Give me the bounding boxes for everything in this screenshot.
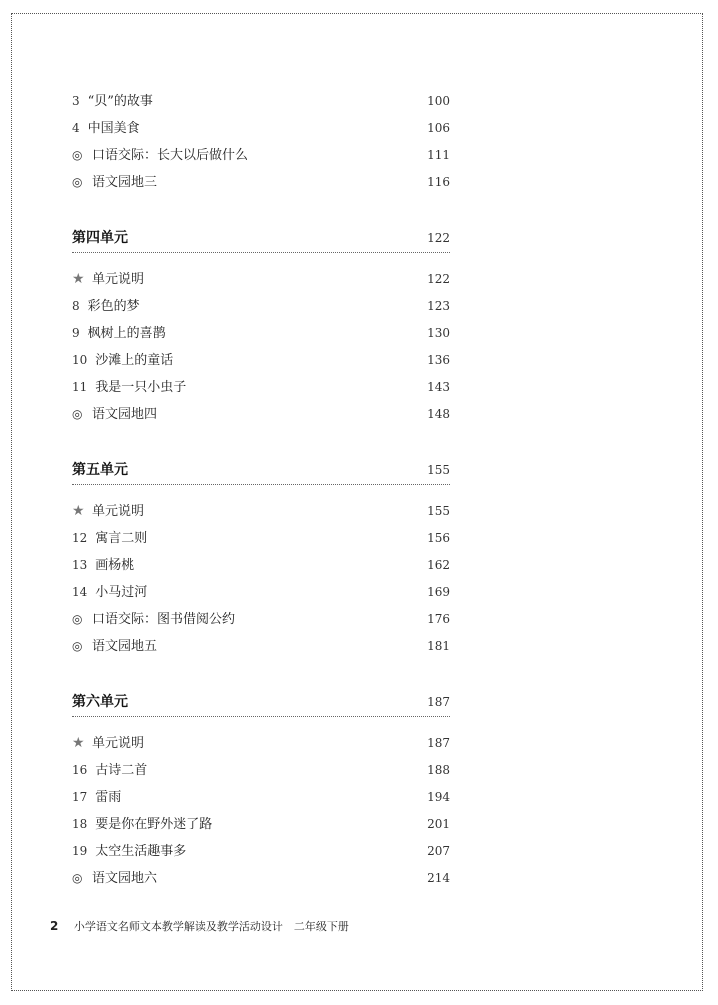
toc-entry-page-number: 143 [427,380,450,394]
toc-entry-label [72,838,186,865]
toc-entry-page-number: 122 [427,272,450,286]
star-icon: ★ [72,503,85,519]
toc-entry-text: 语文园地四 [92,407,158,422]
toc-entry [72,730,450,757]
double-circle-icon: ◎ [72,175,83,189]
lesson-number: 9 [72,326,80,340]
toc-entry-page-number: 116 [427,175,450,189]
toc-entry-label [72,552,134,579]
toc-entry-text: 语文园地六 [92,871,158,886]
lesson-number: 10 [72,353,88,367]
toc-entry-page-number: 100 [427,94,450,108]
toc-entry-text: 语文园地三 [92,175,158,190]
toc-entry-page-number: 201 [427,817,450,831]
unit-heading [72,457,450,485]
toc-entry-text: 口语交际：长大以后做什么 [92,148,249,163]
toc-entry-page-number: 106 [427,121,450,135]
toc-entry-page-number: 169 [427,585,450,599]
toc-entry [72,633,450,660]
lesson-number: 4 [72,121,80,135]
toc-entry [72,606,450,633]
unit-heading [72,225,450,253]
toc-entry-label [72,865,157,892]
lesson-number: 19 [72,844,88,858]
toc-entry [72,579,450,606]
toc-entry [72,552,450,579]
toc-entry-page-number: 130 [427,326,450,340]
toc-entry [72,142,450,169]
toc-entry [72,757,450,784]
toc-entry-page-number: 136 [427,353,450,367]
lesson-number: 17 [72,790,88,804]
toc-entry [72,838,450,865]
page-footer [50,918,349,934]
toc-entry-label [72,266,144,293]
toc-entry [72,784,450,811]
toc-entry-label [72,347,173,374]
toc-entry-label [72,606,235,633]
toc-entry-label [72,730,144,757]
toc-entry-label [72,633,157,660]
toc-entry-page-number: 148 [427,407,450,421]
toc-entry-text: 单元说明 [92,736,145,751]
unit-heading [72,689,450,717]
toc-entry-page-number: 187 [427,736,450,750]
lesson-number: 11 [72,380,88,394]
lesson-number: 14 [72,585,88,599]
toc-entry-text: 要是你在野外迷了路 [95,817,213,832]
toc-entry-page-number: 162 [427,558,450,572]
toc-entry-text: 单元说明 [92,272,145,287]
toc-entry-text: “贝”的故事 [87,94,153,109]
toc-entry-page-number: 156 [427,531,450,545]
lesson-number: 8 [72,299,80,313]
footer-page-number: 2 [50,919,59,933]
toc-entry [72,811,450,838]
toc-entry-text: 画杨桃 [95,558,135,573]
footer-book-title: 小学语文名师文本教学解读及教学活动设计 二年级下册 [73,920,349,933]
toc-entry-text: 沙滩上的童话 [95,353,174,368]
lesson-number: 12 [72,531,88,545]
toc-entry [72,320,450,347]
toc-entry-page-number: 214 [427,871,450,885]
toc-entry-page-number: 111 [427,148,450,162]
star-icon: ★ [72,271,85,287]
toc-entry-page-number: 181 [427,639,450,653]
double-circle-icon: ◎ [72,407,83,421]
toc-entry-page-number: 155 [427,504,450,518]
lesson-number: 16 [72,763,88,777]
toc-entry-page-number: 188 [427,763,450,777]
double-circle-icon: ◎ [72,639,83,653]
toc-entry [72,865,450,892]
toc-entry [72,525,450,552]
toc-entry-text: 小马过河 [95,585,148,600]
toc-entry-label [72,525,147,552]
lesson-number: 18 [72,817,88,831]
toc-entry [72,88,450,115]
toc-entry [72,347,450,374]
toc-entry-label [72,115,140,142]
toc-entry-text: 中国美食 [87,121,140,136]
toc-entry [72,498,450,525]
toc-entry-text: 雷雨 [95,790,122,805]
toc-entry [72,401,450,428]
unit-title: 第五单元 [72,462,128,478]
toc-entry-page-number: 194 [427,790,450,804]
toc-entry [72,374,450,401]
toc-entry-label [72,169,157,196]
toc-entry-text: 口语交际：图书借阅公约 [92,612,236,627]
toc-entry-label [72,401,157,428]
double-circle-icon: ◎ [72,871,83,885]
toc-entry-text: 语文园地五 [92,639,158,654]
unit-title: 第六单元 [72,694,128,710]
toc-entry-page-number: 176 [427,612,450,626]
unit-page-number: 155 [427,463,450,477]
toc-entry-text: 彩色的梦 [87,299,140,314]
toc-entry-text: 我是一只小虫子 [95,380,187,395]
toc-entry-label [72,757,147,784]
toc-entry [72,266,450,293]
table-of-contents [72,88,450,892]
toc-entry-page-number: 123 [427,299,450,313]
toc-entry-label [72,811,212,838]
toc-entry-label [72,374,186,401]
toc-entry-label [72,320,166,347]
star-icon: ★ [72,735,85,751]
unit-title: 第四单元 [72,230,128,246]
toc-entry-label [72,784,121,811]
toc-entry-label [72,142,248,169]
toc-entry-label [72,498,144,525]
toc-entry-text: 寓言二则 [95,531,148,546]
double-circle-icon: ◎ [72,148,83,162]
toc-entry-text: 古诗二首 [95,763,148,778]
toc-entry [72,115,450,142]
unit-page-number: 122 [427,231,450,245]
unit-page-number: 187 [427,695,450,709]
toc-entry-text: 单元说明 [92,504,145,519]
toc-entry-label [72,293,140,320]
toc-entry-text: 枫树上的喜鹊 [87,326,166,341]
toc-entry [72,169,450,196]
double-circle-icon: ◎ [72,612,83,626]
toc-entry-label [72,579,147,606]
lesson-number: 13 [72,558,88,572]
lesson-number: 3 [72,94,80,108]
toc-entry-text: 太空生活趣事多 [95,844,187,859]
toc-entry-page-number: 207 [427,844,450,858]
toc-entry [72,293,450,320]
toc-entry-label [72,88,153,115]
